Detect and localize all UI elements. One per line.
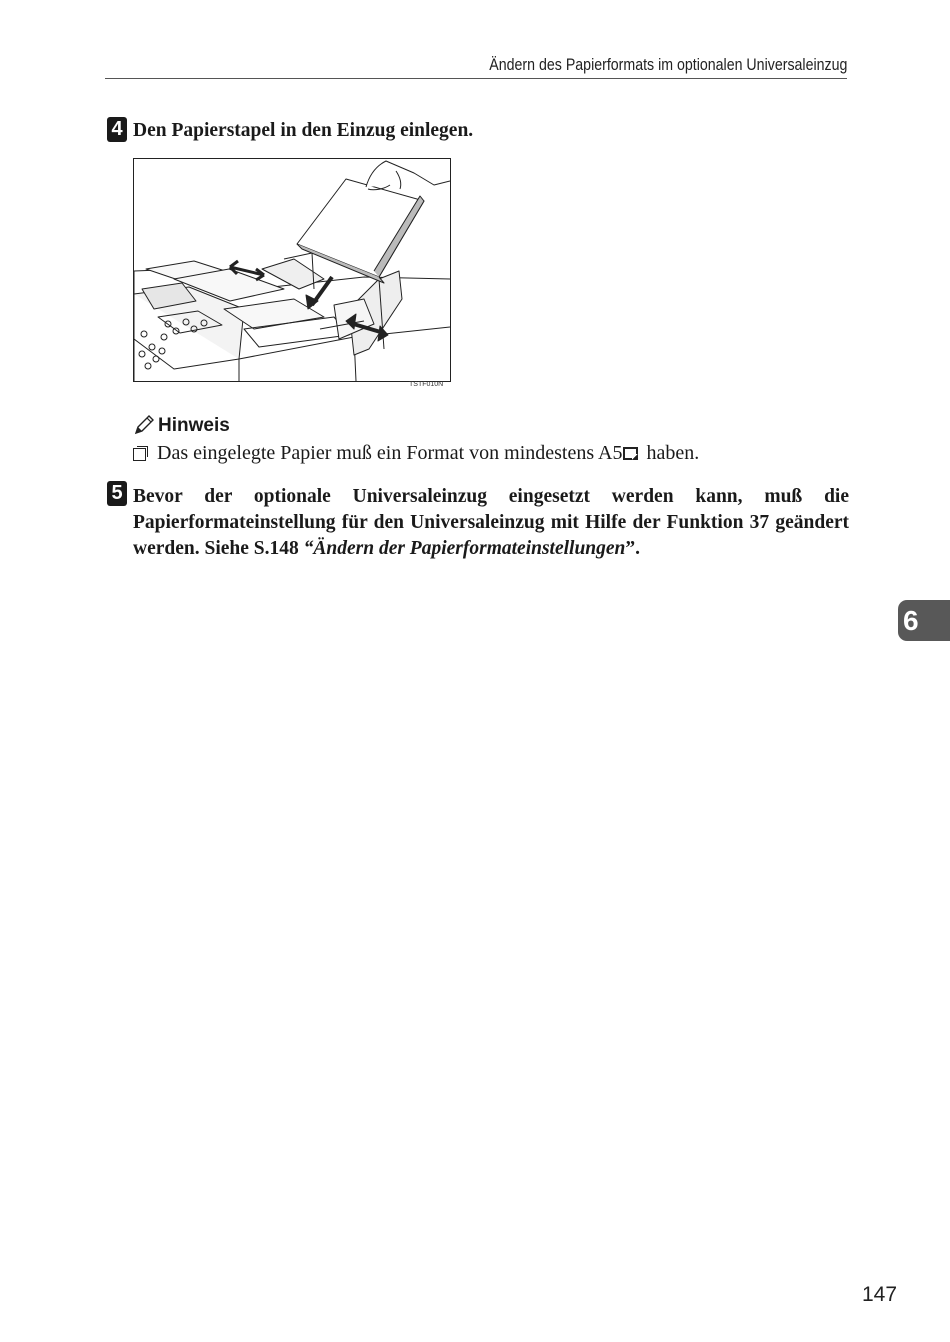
step-5-text — [133, 484, 849, 562]
page-number: 147 — [862, 1283, 898, 1306]
fax-feeder-illustration — [133, 158, 451, 382]
pencil-icon — [133, 414, 155, 436]
step-5-quote-open: “ — [303, 538, 314, 559]
step-5-badge: 5 — [107, 481, 127, 506]
step-5-link-title: Ändern der Papierformateinstellungen — [313, 538, 626, 559]
note-item-text-before: Das eingelegte Papier muß ein Format von mindestens A5 — [157, 442, 623, 464]
running-header-title: Ändern des Papierformats im optionalen Universaleinzug — [488, 56, 847, 74]
note-item-text — [157, 442, 699, 465]
landscape-orientation-icon — [623, 447, 638, 460]
step-5-quote-close: ”. — [625, 538, 641, 559]
figure-code: TSTF010N — [409, 381, 444, 388]
note-title: Hinweis — [158, 415, 230, 436]
step-5-text-bold: Bevor der optionale Universaleinzug eingesetzt werden kann, muß die Papierformateinstellung für den Universaleinzug mit Hilfe der Funktion 37 geändert werden. Siehe S.148 — [133, 486, 849, 559]
note-item-text-after: haben. — [641, 442, 700, 464]
step-4-text: Den Papierstapel in den Einzug einlegen. — [133, 120, 474, 141]
chapter-tab: 6 — [898, 600, 950, 641]
step-4-badge: 4 — [107, 117, 127, 142]
running-header — [105, 54, 847, 79]
checkbox-bullet-icon — [133, 448, 146, 461]
